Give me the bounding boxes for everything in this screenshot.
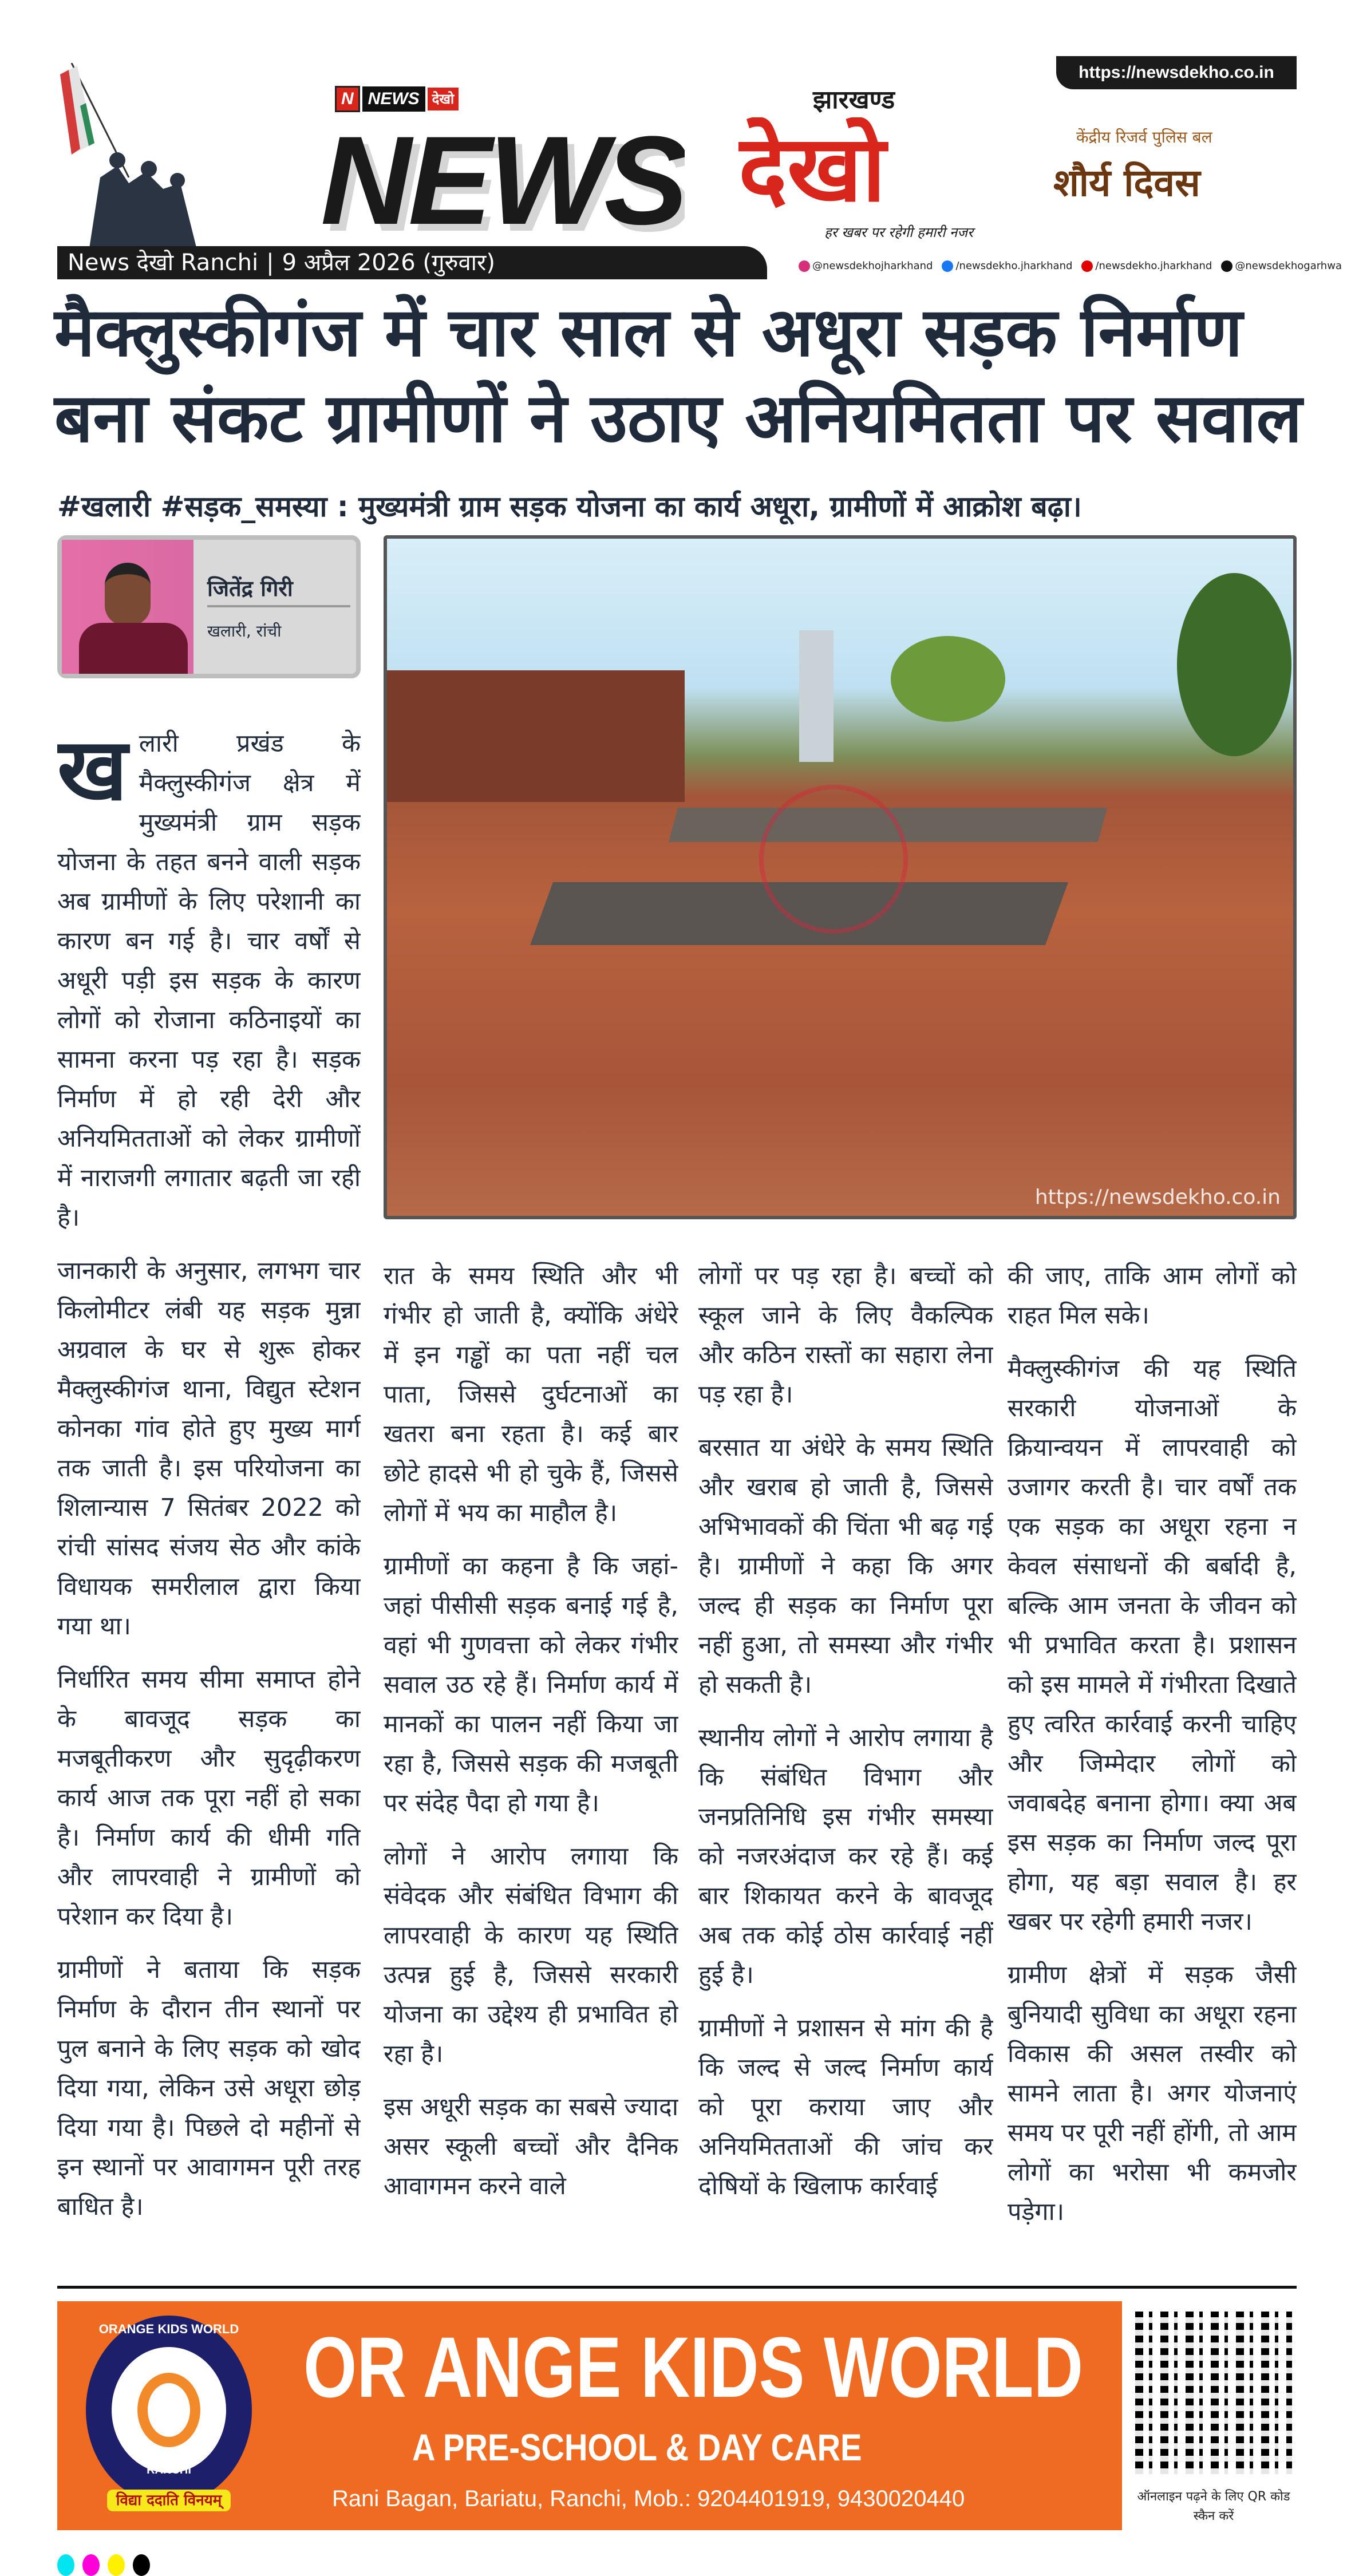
headline-line-1: मैक्लुस्कीगंज में चार साल से अधूरा सड़क निर्माण [54,293,1243,372]
paragraph: बरसात या अंधेरे के समय स्थिति और खराब हो जाती है, जिससे अभिभावकों की चिंता भी बढ़ गई है। ग्रामीणों ने कहा कि अगर जल्द ही सड़क का निर्माण पूरा नहीं हुआ, तो समस्या और गंभीर हो सकती है। [698,1433,993,1699]
social-youtube[interactable]: /newsdekho.jharkhand [1081,259,1212,274]
edition-date-bar [57,246,767,279]
side-banner-title: शौर्य दिवस [1053,161,1200,205]
paragraph: स्थानीय लोगों ने आरोप लगाया है कि संबंधित विभाग और जनप्रतिनिधि इस गंभीर समस्या को नजरअंदाज कर रहे हैं। कई बार शिकायत करने के बावजूद अब तक कोई ठोस कार्रवाई नहीं हुई है। [698,1724,993,1989]
paragraph: रात के समय स्थिति और भी गंभीर हो जाती है, क्योंकि अंधेरे में इन गड्ढों का पता नहीं चल पाता, जिससे दुर्घटनाओं का खतरा बना रहता है। कई बार छोटे हादसे भी हो चुके हैं, जिससे लोगों में भय का माहौल है। [384,1262,678,1527]
advertisement-banner[interactable] [57,2301,1122,2530]
drop-cap: ख [57,724,128,820]
article-photo [384,535,1297,1219]
author-name: जितेंद्र गिरी [207,574,350,607]
youtube-icon [1081,260,1093,272]
ad-logo-ring-text: ORANGE KIDS WORLD [98,2322,239,2336]
author-photo [62,540,193,674]
paragraph: जानकारी के अनुसार, लगभग चार किलोमीटर लंबी यह सड़क मुन्ना अग्रवाल के घर से शुरू होकर मैक्लुस्कीगंज थाना, विद्युत स्टेशन कोनका गांव होते हुए मुख्य मार्ग तक जाती है। इस परियोजना का शिलान्यास 7 सितंबर 2022 को रांची सांसद संजय सेठ और कांके विधायक समरीलाल द्वारा किया गया था। [57,1257,361,1641]
cyan-dot [57,2554,74,2576]
orange-icon [137,2373,200,2447]
paragraph: मैक्लुस्कीगंज की यह स्थिति सरकारी योजनाओं के क्रियान्वयन में लापरवाही को उजागर करती है। चार वर्षों तक एक सड़क का अधूरा रहना न केवल संसाधनों की बर्बादी है, बल्कि आम जनता के जीवन को भी प्रभावित करता है। प्रशासन को इस मामले में गंभीरता दिखाते हुए त्वरित कार्रवाई करनी चाहिए और जिम्मेदार लोगों को जवाबदेह बनाना होगा। क्या अब इस सड़क का निर्माण जल्द पूरा होगा, यह बड़ा सवाल है। हर खबर पर रहेगी हमारी नजर। [1008,1354,1297,1936]
masthead-tagline: हर खबर पर रहेगी हमारी नजर [824,224,973,240]
magenta-dot [82,2554,100,2576]
paragraph: ग्रामीणों ने प्रशासन से मांग की है कि जल्द से जल्द निर्माण कार्य को पूरा कराया जाए और अनियमितताओं की जांच कर दोषियों के खिलाफ कार्रवाई [698,2014,993,2200]
masthead-state: झारखण्ड [813,85,895,114]
ad-address: Rani Bagan, Bariatu, Ranchi, Mob.: 9204401919, 9430020440 [332,2486,965,2511]
yellow-dot [108,2554,125,2576]
mini-logo-dekho: देखो [428,88,459,110]
edition-date: 9 अप्रैल 2026 (गुरुवार) [282,250,496,276]
side-banner-small: केंद्रीय रिजर्व पुलिस बल [1076,128,1212,147]
social-instagram[interactable]: @newsdekhojharkhand [799,259,933,274]
article-column-3 [698,1257,993,2270]
headline [54,289,1302,461]
cmyk-registration-marks [57,2554,150,2576]
paragraph: लोगों ने आरोप लगाया कि संवेदक और संबंधित विभाग की लापरवाही के कारण यह स्थिति उत्पन्न हुई है, जिससे सरकारी योजना का उद्देश्य ही प्रभावित हो रहा है। [384,1842,678,2068]
facebook-icon [942,260,953,272]
subheadline: #खलारी #सड़क_समस्या : मुख्यमंत्री ग्राम सड़क योजना का कार्य अधूरा, ग्रामीणों में आक्रोश बढ़ा। [57,490,1082,523]
paragraph: लोगों पर पड़ रहा है। बच्चों को स्कूल जाने के लिए वैकल्पिक और कठिन रास्तों का सहारा लेना पड़ रहा है। [698,1262,993,1409]
social-links [799,259,1342,274]
edition-name: News देखो Ranchi [68,250,259,276]
separator: | [266,250,274,276]
qr-caption: ऑनलाइन पढ़ने के लिए QR कोड स्कैन करें [1137,2490,1290,2523]
article-column-2 [384,1257,678,2270]
divider [57,2286,1297,2289]
qr-code[interactable] [1131,2307,1297,2479]
paragraph: लारी प्रखंड के मैक्लुस्कीगंज क्षेत्र में मुख्यमंत्री ग्राम सड़क योजना के तहत बनने वाली सड़क अब ग्रामीणों के लिए परेशानी का कारण बन गई है। चार वर्षों से अधूरी पड़ी इस सड़क के कारण लोगों को रोजाना कठिनाइयों का सामना करना पड़ रहा है। सड़क निर्माण में हो रही देरी और अनियमितताओं को लेकर ग्रामीणों में नाराजगी लगातार बढ़ती जा रही है। [57,729,361,1232]
paragraph: निर्धारित समय सीमा समाप्त होने के बावजूद सड़क का मजबूतीकरण और सुदृढ़ीकरण कार्य आज तक पूरा नहीं हो सका है। निर्माण कार्य की धीमी गति और लापरवाही ने ग्रामीणों को परेशान कर दिया है। [57,1665,361,1931]
instagram-icon [799,260,810,272]
author-location: खलारी, रांची [207,622,282,641]
paragraph: ग्रामीणों ने बताया कि सड़क निर्माण के दौरान तीन स्थानों पर पुल बनाने के लिए सड़क को खोद दिया गया, लेकिन उसे अधूरा छोड़ दिया गया है। पिछले दो महीनों से इन स्थानों पर आवागमन पूरी तरह बाधित है। [57,1955,361,2221]
ad-subtitle: A PRE-SCHOOL & DAY CARE [412,2426,862,2468]
photo-watermark: https://newsdekho.co.in [1034,1186,1281,1209]
mini-logo-news: NEWS [362,86,425,112]
paragraph: इस अधूरी सड़क का सबसे ज्यादा असर स्कूली बच्चों और दैनिक आवागमन करने वाले [384,2093,678,2200]
mini-logo [335,85,459,113]
ad-logo [86,2316,252,2509]
paragraph: की जाए, ताकि आम लोगों को राहत मिल सके। [1008,1262,1297,1330]
stamp-watermark [759,785,908,934]
x-icon [1221,260,1233,272]
website-url-badge[interactable]: https://newsdekho.co.in [1056,56,1297,89]
masthead-dekho: देखो [738,117,886,220]
article-column-4 [1008,1257,1297,2270]
paragraph: ग्रामीणों का कहना है कि जहां-जहां पीसीसी सड़क बनाई गई है, वहां भी गुणवत्ता को लेकर गंभीर सवाल उठ रहे हैं। निर्माण कार्य में मानकों का पालन नहीं किया जा रहा है, जिससे सड़क की मजबूती पर संदेह पैदा हो गया है। [384,1552,678,1818]
author-byline [57,535,361,678]
social-x[interactable]: @newsdekhogarhwa [1221,259,1342,274]
headline-line-2: बना संकट ग्रामीणों ने उठाए अनियमितता पर सवाल [54,378,1302,457]
article-column-1 [57,724,361,2270]
masthead-news: NEWS [321,117,685,243]
soldiers-flag-emblem [54,63,203,252]
mini-logo-n: N [335,86,360,112]
paragraph: ग्रामीण क्षेत्रों में सड़क जैसी बुनियादी सुविधा का अधूरा रहना विकास की असल तस्वीर को सामने लाता है। अगर योजनाएं समय पर पूरी नहीं होंगी, तो आम लोगों का भरोसा भी कमजोर पड़ेगा। [1008,1961,1297,2226]
black-dot [133,2554,150,2576]
ad-title: OR ANGE KIDS WORLD [303,2319,1084,2415]
ad-logo-motto: विद्या ददाति विनयम् [107,2490,231,2511]
ad-logo-city: RANCHI [147,2464,191,2476]
social-facebook[interactable]: /newsdekho.jharkhand [942,259,1072,274]
